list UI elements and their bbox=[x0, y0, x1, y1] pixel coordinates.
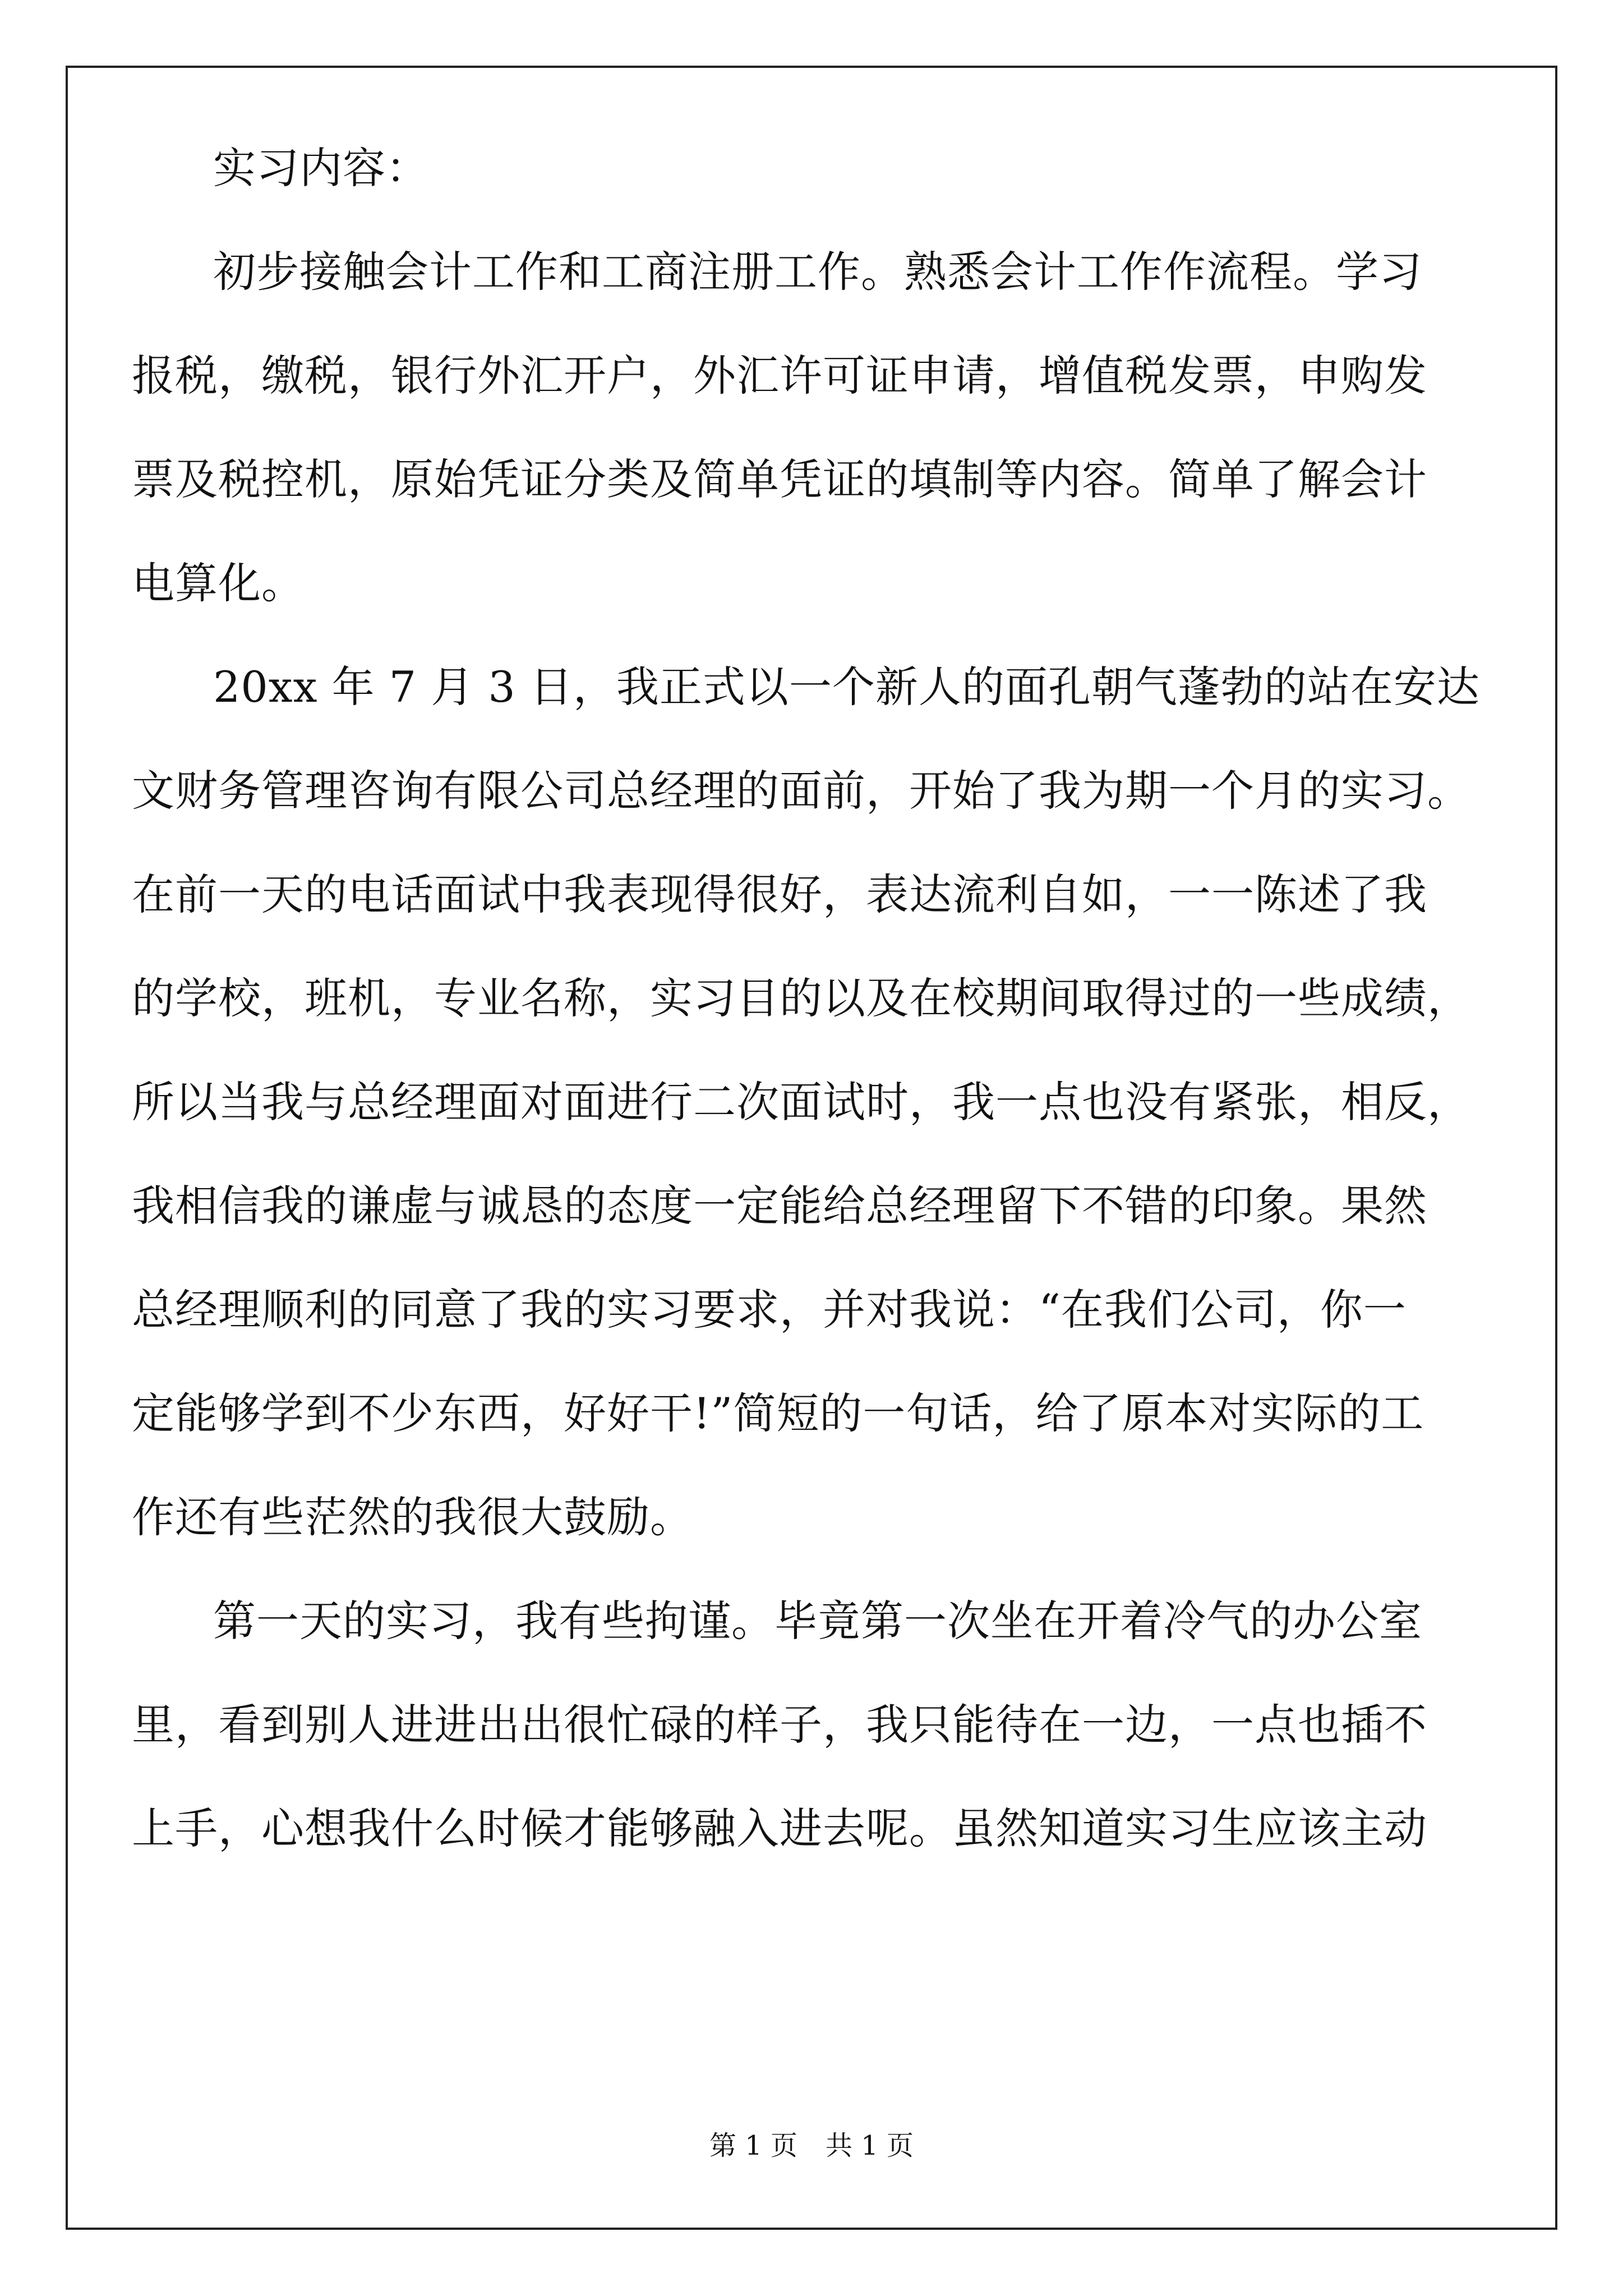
text-line: 我相信我的谦虚与诚恳的态度一定能给总经理留下不错的印象。果然 bbox=[132, 1181, 1427, 1231]
text-line: 20xx 年 7 月 3 日，我正式以一个新人的面孔朝气蓬勃的站在安达 bbox=[213, 662, 1480, 712]
page-footer bbox=[0, 2129, 1623, 2162]
page-number: 第 1 页 bbox=[709, 2130, 797, 2161]
text-line: 初步接触会计工作和工商注册工作。熟悉会计工作作流程。学习 bbox=[213, 247, 1422, 297]
text-line: 票及税控机，原始凭证分类及简单凭证的填制等内容。简单了解会计 bbox=[132, 454, 1427, 504]
text-line: 定能够学到不少东西，好好干!”简短的一句话，给了原本对实际的工 bbox=[132, 1388, 1424, 1438]
text-line: 所以当我与总经理面对面进行二次面试时，我一点也没有紧张，相反， bbox=[132, 1077, 1470, 1127]
text-line: 在前一天的电话面试中我表现得很好，表达流利自如，一一陈述了我 bbox=[132, 869, 1427, 919]
text-line: 里，看到别人进进出出很忙碌的样子，我只能待在一边，一点也插不 bbox=[132, 1700, 1427, 1750]
text-line: 文财务管理咨询有限公司总经理的面前，开始了我为期一个月的实习。 bbox=[132, 766, 1470, 816]
text-line: 电算化。 bbox=[132, 558, 305, 608]
text-line: 上手，心想我什么时候才能够融入进去呢。虽然知道实习生应该主动 bbox=[132, 1803, 1427, 1853]
page-total: 共 1 页 bbox=[826, 2130, 914, 2161]
text-line: 的学校，班机，专业名称，实习目的以及在校期间取得过的一些成绩， bbox=[132, 973, 1470, 1023]
text-line: 报税，缴税，银行外汇开户，外汇许可证申请，增值税发票，申购发 bbox=[132, 351, 1427, 401]
section-heading: 实习内容： bbox=[213, 143, 429, 193]
text-line: 总经理顺利的同意了我的实习要求，并对我说：“在我们公司，你一 bbox=[132, 1285, 1407, 1335]
text-line: 作还有些茫然的我很大鼓励。 bbox=[132, 1492, 693, 1542]
text-line: 第一天的实习，我有些拘谨。毕竟第一次坐在开着冷气的办公室 bbox=[213, 1596, 1422, 1646]
